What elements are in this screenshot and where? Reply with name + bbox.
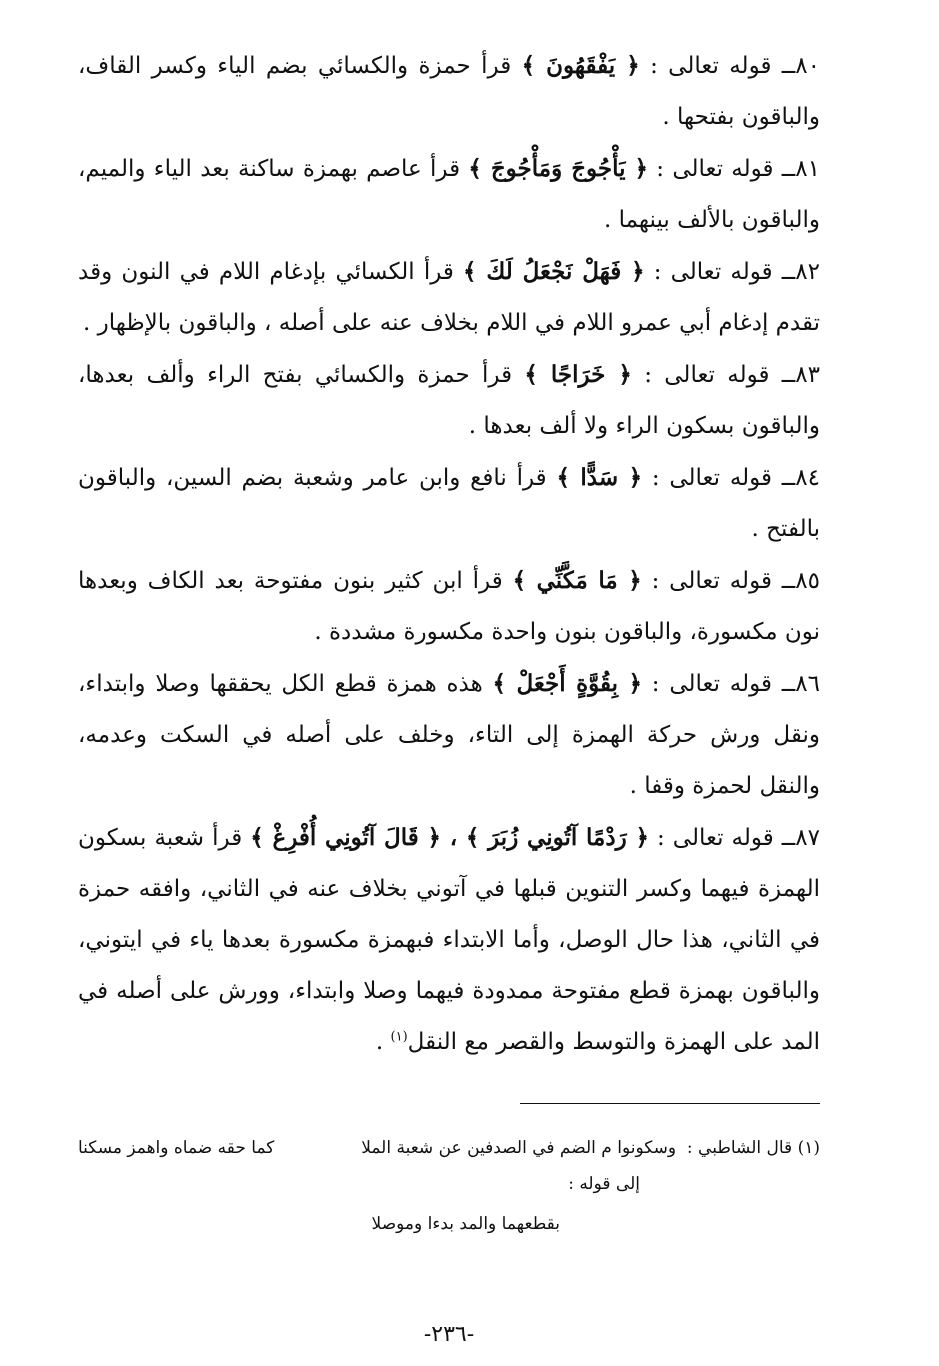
paragraph-lead: ٨٧ــ قوله تعالى : (648, 825, 820, 851)
paragraph-text: قرأ عاصم بهمزة ساكنة بعد الياء والميم، والباقون بالألف بينهما . (78, 156, 820, 233)
footnote-line-2: إلى قوله : (568, 1174, 640, 1194)
paragraph-lead: ٨٦ــ قوله تعالى : (642, 671, 820, 697)
quran-quote: ﴿ خَرَاجًا ﴾ (524, 361, 632, 388)
paragraph-87 (78, 812, 820, 1068)
paragraph-85 (78, 555, 820, 658)
document-page (78, 40, 821, 1347)
paragraph-text: قرأ حمزة والكسائي بفتح الراء وألف بعدها، والباقون بسكون الراء ولا ألف بعدها . (78, 362, 820, 439)
paragraph-81 (78, 143, 820, 246)
paragraph-83 (78, 349, 820, 452)
paragraph-lead: ٨٠ــ قوله تعالى : (639, 53, 821, 79)
paragraph-lead: ٨١ــ قوله تعالى : (648, 156, 820, 182)
paragraph-84 (78, 452, 820, 555)
quran-quote: ﴿ يَفْقَهُونَ ﴾ (521, 52, 640, 79)
paragraph-lead: ٨٤ــ قوله تعالى : (642, 465, 821, 491)
paragraph-text: هذه همزة قطع الكل يحققها وصلا وابتداء، ونقل ورش حركة الهمزة إلى التاء، وخلف على أصله في السكت وعدمه، والنقل لحمزة وقفا . (78, 671, 820, 799)
paragraph-82 (78, 246, 820, 349)
quran-quote: ﴿ مَا مَكَّنِّي ﴾ (512, 567, 642, 594)
paragraph-text: قرأ نافع وابن عامر وشعبة بضم السين، والباقون بالفتح . (78, 465, 820, 542)
paragraph-lead: ٨٢ــ قوله تعالى : (644, 259, 820, 285)
paragraph-tail: . (375, 1029, 391, 1055)
paragraph-text: قرأ حمزة والكسائي بضم الياء وكسر القاف، والباقون بفتحها . (78, 53, 820, 130)
paragraph-80 (78, 40, 820, 143)
paragraph-text: قرأ الكسائي بإدغام اللام في النون وقد تقدم إدغام أبي عمرو اللام في اللام بخلاف عنه على أصله ، والباقون بالإظهار . (78, 259, 820, 336)
footnote-line-1 (78, 1130, 820, 1166)
footnote-divider (520, 1103, 820, 1104)
footnote-label: (١) قال الشاطبي : (686, 1138, 820, 1158)
footnote (78, 1130, 820, 1242)
paragraph-lead: ٨٣ــ قوله تعالى : (631, 362, 820, 388)
paragraph-text: قرأ شعبة بسكون الهمزة فيهما وكسر التنوين قبلها في آتوني بخلاف عنه في الثاني، وافقه حمزة في الثاني، هذا حال الوصل، وأما الابتداء فبهمزة مكسورة بعدها ياء في ايتوني، والباقون بهمزة قطع مفتوحة ممدودة فيهما وصلا وابتداء، وورش على أصله في المد على الهمزة والتوسط والقصر مع النقل (78, 825, 820, 1055)
quran-quote: ﴿ سَدًّا ﴾ (556, 464, 643, 491)
footnote-verse-second-half: كما حقه ضماه واهمز مسكنا (78, 1138, 275, 1158)
quran-quote: ﴿ بِقُوَّةٍ أَجْعَلْ ﴾ (492, 670, 643, 697)
quran-quote: ﴿ يَأْجُوجَ وَمَأْجُوجَ ﴾ (468, 155, 649, 182)
paragraph-lead: ٨٥ــ قوله تعالى : (641, 568, 821, 594)
footnote-line-3: بقطعهما والمد بدءا وموصلا (371, 1214, 560, 1234)
footnote-label-and-verse (361, 1130, 820, 1166)
paragraph-86 (78, 658, 820, 812)
main-text (78, 40, 820, 1068)
footnote-verse-first-half: وسكونوا م الضم في الصدفين عن شعبة الملا (361, 1138, 677, 1158)
page-number: -٢٣٦- (423, 1322, 475, 1347)
quran-quote: ﴿ رَدْمًا آتُونِي زُبَرَ ﴾ ، ﴿ قَالَ آتُونِي أُفْرِغْ ﴾ (250, 824, 649, 851)
paragraph-text: قرأ ابن كثير بنون مفتوحة بعد الكاف وبعدها نون مكسورة، والباقون بنون واحدة مكسورة مشددة . (78, 568, 820, 645)
footnote-marker[interactable]: (١) (390, 1029, 408, 1045)
quran-quote: ﴿ فَهَلْ نَجْعَلُ لَكَ ﴾ (463, 258, 645, 285)
